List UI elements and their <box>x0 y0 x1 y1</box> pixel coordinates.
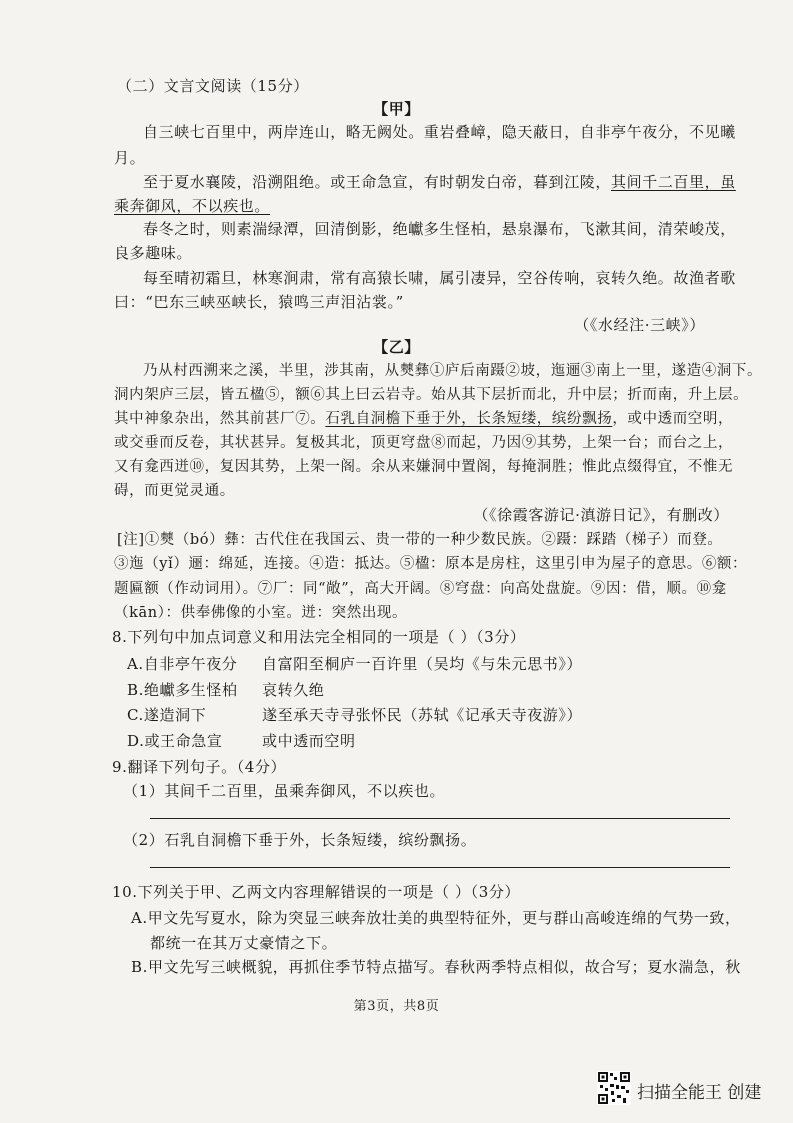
text-b-line: 乃从村西溯来之溪，半里，涉其南，从僰彝①庐后南蹑②坡，迤逦③南上一里，遂造④洞下。 <box>143 363 763 379</box>
text-b-line: 或交垂而反卷，其状甚异。复极其北，顶更穹盘⑧而起，乃因⑨其势，上架一台；而台之上， <box>114 435 734 451</box>
text-b-underlined: 石乳自洞檐下垂于外，长条短缕，缤纷飘扬 <box>325 411 613 427</box>
section-title: （二）文言文阅读（15分） <box>117 77 309 95</box>
text-b-line: 碍，而更觉灵通。 <box>114 483 235 499</box>
notes-line: [注]①僰（bó）彝：古代住在我国云、贵一带的一种少数民族。②蹑：踩踏（梯子）而登。 <box>117 532 723 548</box>
text-a-line: 自三峡七百里中，两岸连山，略无阙处。重岩叠嶂，隐天蔽日，自非亭午夜分，不见曦 <box>143 123 736 141</box>
text-a-line: 每至晴初霜旦，林寒涧肃，常有高猿长啸，属引凄异，空谷传响，哀转久绝。故渔者歌 <box>143 269 736 287</box>
text-b-line: 又有龛西迸⑩，复因其势，上架一阁。余从来嫌洞中置阁，每掩洞胜；惟此点缀得宜，不惟无 <box>114 459 734 475</box>
text-b-source: （《徐霞客游记·滇游日记》，有删改） <box>473 506 729 524</box>
answer-line <box>150 818 730 819</box>
text-b-line <box>114 409 733 429</box>
text-b-plain: ，或中透而空明， <box>612 411 734 427</box>
q9-sentence-2: （2）石乳自洞檐下垂于外，长条短缕，缤纷飘扬。 <box>123 831 477 849</box>
scanner-brand-text: 扫描全能王 创建 <box>637 1083 762 1103</box>
q8-option-c: C.遂造洞下 <box>127 706 207 724</box>
text-a-line: 良多趣味。 <box>114 244 193 262</box>
text-a-line: 春冬之时，则素湍绿潭，回清倒影，绝巘多生怪柏，悬泉瀑布，飞漱其间，清荣峻茂， <box>143 220 736 238</box>
text-a-line <box>114 196 270 216</box>
q10-option-a-cont: 都统一在其万丈豪情之下。 <box>150 934 338 952</box>
q8-option-a: A.自非亭午夜分 <box>127 655 238 673</box>
part-b-label: 【乙】 <box>373 338 420 356</box>
text-b-plain: 其中神象杂出，然其前甚厂⑦。 <box>114 411 326 427</box>
q8-option-c-compare: 遂至承天寺寻张怀民（苏轼《记承天寺夜游》） <box>262 706 583 724</box>
q10-option-b: B.甲文先写三峡概貌，再抓住季节特点描写。春秋两季特点相似，故合写；夏水湍急，秋 <box>131 958 741 976</box>
question-10-stem: 10.下列关于甲、乙两文内容理解错误的一项是（ ）（3分） <box>112 883 521 901</box>
text-a-line: 月。 <box>114 149 146 167</box>
page-number: 第3页，共8页 <box>353 999 440 1014</box>
text-a-line: 曰：“巴东三峡巫峡长，猿鸣三声泪沾裳。” <box>114 293 404 311</box>
text-a-underlined: 其间千二百里，虽 <box>611 173 736 191</box>
text-a-plain: 至于夏水襄陵，沿溯阻绝。或王命急宣，有时朝发白帝，暮到江陵， <box>143 173 612 191</box>
qr-code-icon <box>597 1071 631 1105</box>
question-9-stem: 9.翻译下列句子。（4分） <box>112 758 287 776</box>
question-8-stem: 8.下列句中加点词意义和用法完全相同的一项是（ ）（3分） <box>112 628 526 646</box>
part-a-label: 【甲】 <box>373 100 420 118</box>
q8-option-b: B.绝巘多生怪柏 <box>127 681 238 699</box>
text-a-underlined: 乘奔御风，不以疾也。 <box>114 197 271 215</box>
q9-sentence-1: （1）其间千二百里，虽乘奔御风，不以疾也。 <box>123 782 446 800</box>
text-a-line <box>143 172 736 192</box>
q10-option-a: A.甲文先写夏水，除为突显三峡奔放壮美的典型特征外，更与群山高峻连绵的气势一致， <box>131 909 741 927</box>
text-b-line: 洞内架庐三层，皆五楹⑤，额⑥其上曰云岩寺。始从其下层折而北，升中层；折而南，升上层。 <box>114 387 749 403</box>
answer-line <box>150 867 730 868</box>
q8-option-a-compare: 自富阳至桐庐一百许里（吴均《与朱元思书》） <box>262 655 583 673</box>
q8-option-b-compare: 哀转久绝 <box>262 681 325 699</box>
notes-line: 题匾额（作动词用）。⑦厂：同“敞”，高大开阔。⑧穹盘：向高处盘旋。⑨因：借，顺。⑩龛 <box>114 581 727 597</box>
q8-option-d-compare: 或中透而空明 <box>262 732 356 750</box>
notes-line: ③迤（yǐ）逦：绵延，连接。④造：抵达。⑤楹：原本是房柱，这里引申为屋子的意思。⑥额： <box>114 556 748 572</box>
q8-option-d: D.或王命急宣 <box>127 732 223 750</box>
text-a-source: （《水经注·三峡》） <box>574 316 705 334</box>
notes-line: （kān）：供奉佛像的小室。迸：突然出现。 <box>114 605 408 621</box>
